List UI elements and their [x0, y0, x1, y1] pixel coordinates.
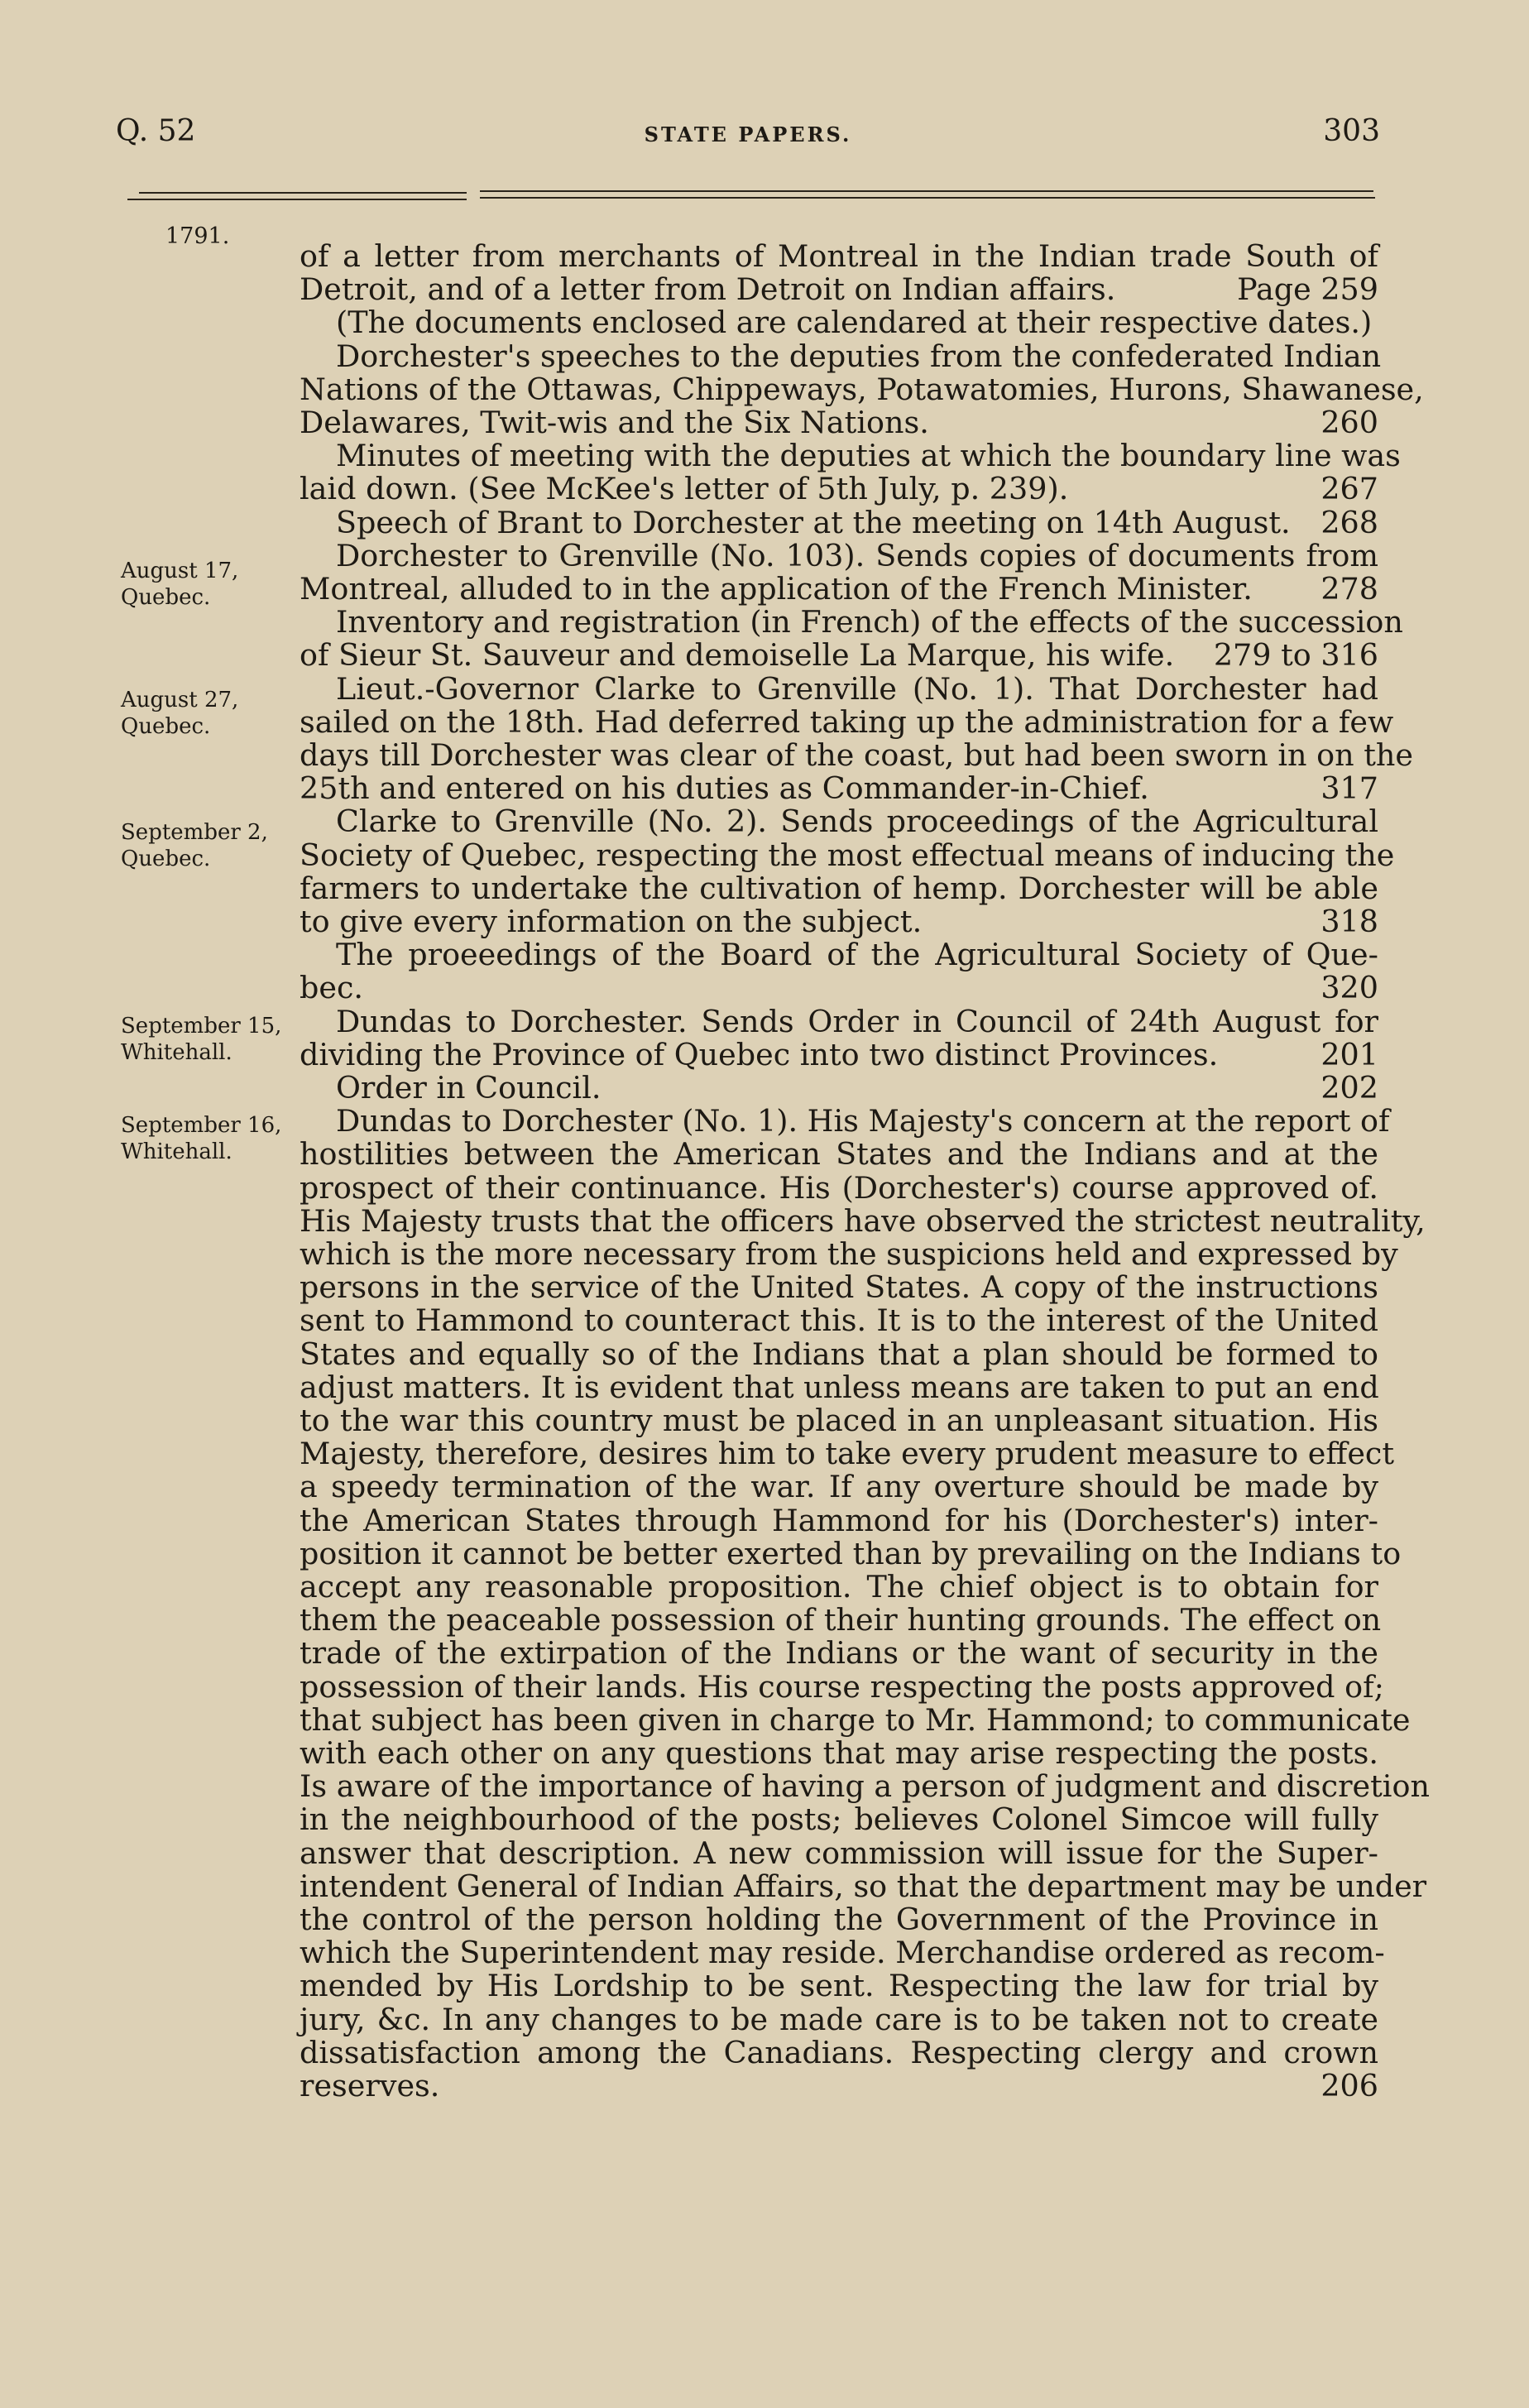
text-line: Speech of Brant to Dorchester at the meeting on 14th August.: [336, 504, 1291, 540]
text-line: in the neighbourhood of the posts; believes Colonel Simcoe will fully: [300, 1801, 1378, 1838]
text-line: sailed on the 18th. Had deferred taking up the administration for a few: [300, 703, 1394, 740]
text-line: which is the more necessary from the suspicions held and expressed by: [300, 1236, 1398, 1272]
text-line: intendent General of Indian Affairs, so that the department may be under: [300, 1868, 1427, 1904]
text-line: bec.: [300, 970, 364, 1006]
text-line: Majesty, therefore, desires him to take every prudent measure to effect: [300, 1436, 1395, 1472]
header-rule-left-top: [139, 192, 467, 194]
margin-note: [121, 1013, 281, 1066]
text-line: jury, &c. In any changes to be made care is to be taken not to create: [300, 2001, 1378, 2037]
margin-place: Quebec.: [121, 847, 211, 871]
text-line: Dorchester to Grenville (No. 103). Sends copies of documents from: [336, 537, 1378, 573]
text-line: reserves.: [300, 2068, 440, 2103]
page-reference: 206: [1320, 2068, 1378, 2103]
text-line: of a letter from merchants of Montreal in the Indian trade South of: [300, 238, 1378, 274]
text-line: adjust matters. It is evident that unless means are taken to put an end: [300, 1369, 1379, 1405]
text-line: Minutes of meeting with the deputies at which the boundary line was: [336, 438, 1401, 474]
margin-place: Whitehall.: [121, 1139, 232, 1164]
text-line: of Sieur St. Sauveur and demoiselle La Marque, his wife.: [300, 637, 1175, 674]
page-reference: 320: [1320, 970, 1378, 1006]
margin-note: [121, 1112, 281, 1165]
text-line: farmers to undertake the cultivation of hemp. Dorchester will be able: [300, 870, 1378, 906]
text-line: Dundas to Dorchester (No. 1). His Majesty's concern at the report of: [336, 1103, 1390, 1139]
text-line: them the peaceable possession of their hunting grounds. The effect on: [300, 1602, 1382, 1638]
text-line: which the Superintendent may reside. Merchandise ordered as recom-: [300, 1935, 1385, 1971]
text-line: to the war this country must be placed in an unpleasant situation. His: [300, 1403, 1378, 1438]
page-reference: 268: [1320, 504, 1378, 540]
text-line: the American States through Hammond for his (Dorchester's) inter-: [300, 1502, 1378, 1538]
text-line: to give every information on the subject.: [300, 904, 923, 939]
text-line: the control of the person holding the Government of the Province in: [300, 1902, 1378, 1937]
margin-note: [121, 819, 268, 872]
text-line: sent to Hammond to counteract this. It is to the interest of the United: [300, 1302, 1378, 1339]
margin-date: September 16,: [121, 1113, 282, 1138]
text-line: Society of Quebec, respecting the most effectual means of inducing the: [300, 837, 1395, 873]
page-number: 303: [1323, 114, 1380, 148]
text-line: dissatisfaction among the Canadians. Respecting clergy and crown: [300, 2034, 1378, 2070]
collection-code: Q. 52: [116, 114, 196, 148]
header-rule-right-top: [480, 190, 1373, 192]
text-line: Order in Council.: [336, 1070, 602, 1106]
text-line: mended by His Lordship to be sent. Respecting the law for trial by: [300, 1968, 1378, 2004]
text-line: hostilities between the American States and the Indians and at the: [300, 1136, 1378, 1173]
text-line: States and equally so of the Indians that a plan should be formed to: [300, 1336, 1378, 1372]
text-line: The proeeedings of the Board of the Agricultural Society of Que-: [336, 937, 1378, 973]
text-line: Clarke to Grenville (No. 2). Sends proceedings of the Agricultural: [336, 803, 1378, 840]
text-line: laid down. (See McKee's letter of 5th July, p. 239).: [300, 471, 1069, 507]
page-reference: 267: [1320, 471, 1378, 507]
margin-place: Quebec.: [121, 714, 211, 739]
margin-date: August 17,: [121, 559, 239, 583]
text-line: a speedy termination of the war. If any overture should be made by: [300, 1469, 1378, 1505]
page-reference: 278: [1320, 571, 1378, 607]
text-line: Lieut.-Governor Clarke to Grenville (No. 1). That Dorchester had: [336, 670, 1378, 707]
text-line: Dorchester's speeches to the deputies from the confederated Indian: [336, 338, 1382, 374]
margin-place: Quebec.: [121, 585, 211, 610]
text-line: trade of the extirpation of the Indians or the want of security in the: [300, 1635, 1378, 1672]
page-header: [116, 114, 1380, 164]
margin-note: [121, 687, 238, 740]
text-line: persons in the service of the United States. A copy of the instructions: [300, 1269, 1378, 1306]
text-line: Delawares, Twit-wis and the Six Nations.: [300, 405, 929, 440]
page-reference: 318: [1320, 904, 1378, 939]
text-line: Is aware of the importance of having a person of judgment and discretion: [300, 1768, 1430, 1805]
text-line: position it cannot be better exerted than by prevailing on the Indians to: [300, 1535, 1402, 1571]
margin-date: September 2,: [121, 820, 268, 845]
text-line: dividing the Province of Quebec into two distinct Provinces.: [300, 1036, 1219, 1072]
page-reference: 279 to 316: [1213, 637, 1378, 674]
text-line: Inventory and registration (in French) of the effects of the succession: [336, 604, 1403, 640]
page-reference: 201: [1320, 1036, 1378, 1072]
running-title: STATE PAPERS.: [644, 122, 852, 146]
page-reference: 202: [1320, 1070, 1378, 1106]
margin-date: August 27,: [121, 688, 239, 712]
text-line: prospect of their continuance. His (Dorchester's) course approved of.: [300, 1169, 1378, 1206]
text-line: days till Dorchester was clear of the coast, but had been sworn in on the: [300, 737, 1413, 773]
header-rule-left-bottom: [127, 199, 467, 200]
margin-date: September 15,: [121, 1014, 282, 1039]
page-reference: 260: [1320, 405, 1378, 440]
header-rule-right-bottom: [480, 197, 1375, 199]
text-line: accept any reasonable proposition. The chief object is to obtain for: [300, 1569, 1378, 1605]
text-line: answer that description. A new commission will issue for the Super-: [300, 1835, 1378, 1871]
text-line: Dundas to Dorchester. Sends Order in Council of 24th August for: [336, 1003, 1378, 1039]
margin-note: [121, 558, 238, 611]
page-reference: 317: [1320, 770, 1378, 807]
text-line: Nations of the Ottawas, Chippeways, Potawatomies, Hurons, Shawanese,: [300, 371, 1424, 407]
text-line: with each other on any questions that may arise respecting the posts.: [300, 1735, 1378, 1771]
text-line: 25th and entered on his duties as Commander-in-Chief.: [300, 770, 1149, 807]
text-line: possession of their lands. His course respecting the posts approved of;: [300, 1668, 1384, 1705]
text-line: that subject has been given in charge to Mr. Hammond; to communicate: [300, 1701, 1411, 1738]
text-line: Detroit, and of a letter from Detroit on Indian affairs.: [300, 271, 1116, 308]
page-reference: Page 259: [1237, 271, 1378, 308]
text-line: His Majesty trusts that the officers have observed the strictest neutrality,: [300, 1202, 1426, 1239]
text-line: (The documents enclosed are calendared at their respective dates.): [336, 305, 1373, 341]
text-line: Montreal, alluded to in the application of the French Minister.: [300, 571, 1253, 607]
year-label: 1791.: [165, 223, 230, 249]
margin-place: Whitehall.: [121, 1040, 232, 1065]
